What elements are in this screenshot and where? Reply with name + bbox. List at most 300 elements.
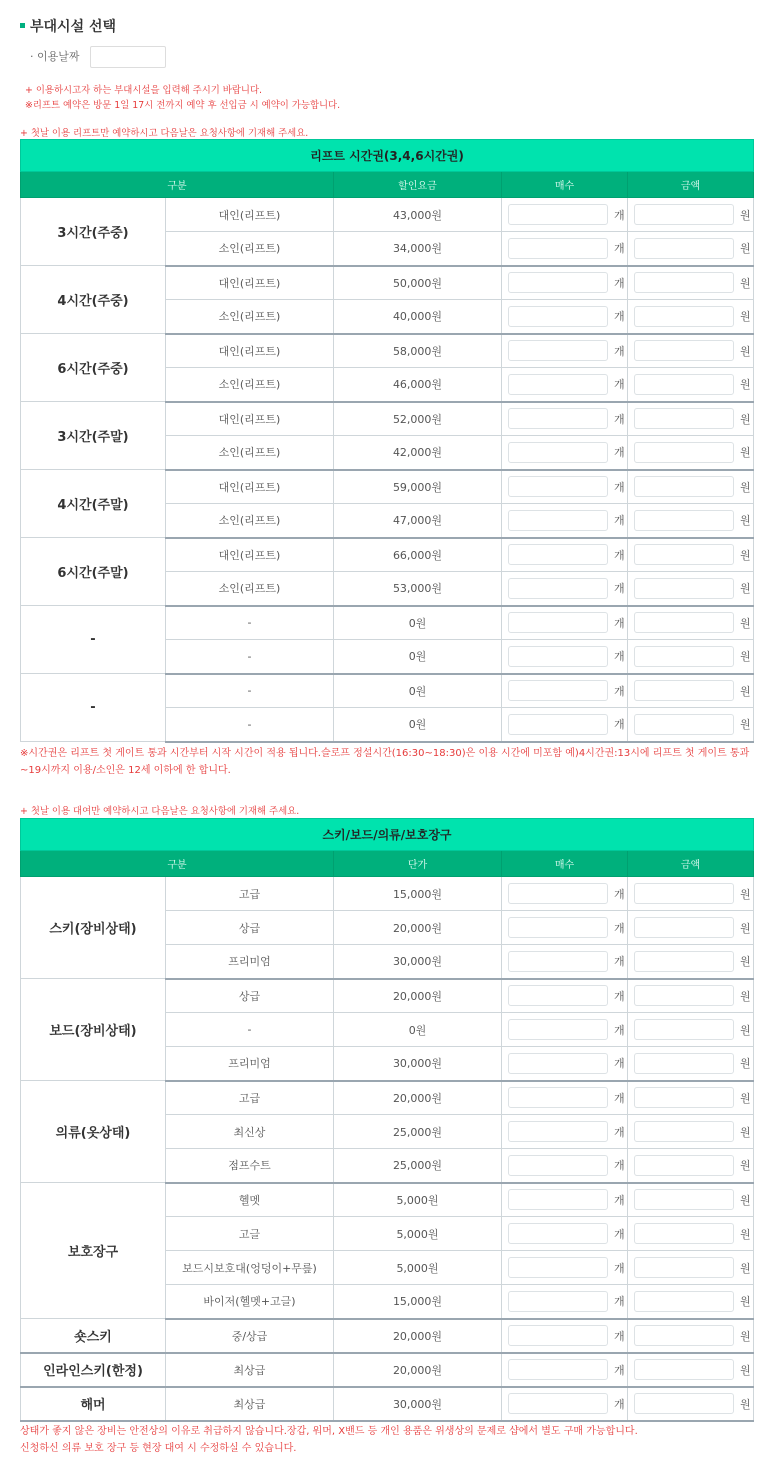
lift-item-price: 40,000원 (334, 300, 502, 334)
qty-unit: 개 (614, 276, 625, 290)
lift-amount-input[interactable] (634, 238, 734, 259)
equip-amount-input[interactable] (634, 1189, 734, 1210)
equip-qty-input[interactable] (508, 1155, 608, 1176)
lift-qty-cell (502, 470, 628, 504)
equip-qty-cell (502, 911, 628, 945)
equip-amount-input[interactable] (634, 1053, 734, 1074)
lift-table-caption: 리프트 시간권(3,4,6시간권) (21, 140, 754, 172)
amount-unit: 원 (740, 1091, 751, 1105)
lift-qty-cell (502, 504, 628, 538)
page-title: 부대시설 선택 (20, 16, 116, 36)
equip-amount-cell (628, 1183, 754, 1217)
qty-unit: 개 (614, 887, 625, 901)
amount-unit: 원 (740, 684, 751, 698)
qty-unit: 개 (614, 344, 625, 358)
lift-amount-input[interactable] (634, 612, 734, 633)
equip-amount-input[interactable] (634, 1155, 734, 1176)
equip-group-name: 인라인스키(한정) (21, 1353, 166, 1387)
lift-qty-cell (502, 640, 628, 674)
lift-amount-cell (628, 538, 754, 572)
lift-qty-input[interactable] (508, 340, 608, 361)
equip-item-type: 상급 (166, 979, 334, 1013)
lift-amount-cell (628, 368, 754, 402)
amount-unit: 원 (740, 378, 751, 392)
equip-header-amount: 금액 (628, 851, 754, 877)
amount-unit: 원 (740, 412, 751, 426)
qty-unit: 개 (614, 446, 625, 460)
lift-item-price: 43,000원 (334, 198, 502, 232)
lift-item-price: 53,000원 (334, 572, 502, 606)
qty-unit: 개 (614, 955, 625, 969)
equip-group-name: 의류(옷상태) (21, 1081, 166, 1183)
equip-qty-input[interactable] (508, 1393, 608, 1414)
amount-unit: 원 (740, 1159, 751, 1173)
equip-qty-cell (502, 1285, 628, 1319)
equip-item-type: 고급 (166, 1081, 334, 1115)
equip-amount-input[interactable] (634, 951, 734, 972)
equip-amount-input[interactable] (634, 985, 734, 1006)
equip-qty-cell (502, 1217, 628, 1251)
equip-item-type: 중/상급 (166, 1319, 334, 1353)
lift-group-name: 6시간(주중) (21, 334, 166, 402)
equip-item-type: 바이저(헬멧+고글) (166, 1285, 334, 1319)
equip-item-price: 20,000원 (334, 1081, 502, 1115)
equip-qty-input[interactable] (508, 951, 608, 972)
qty-unit: 개 (614, 650, 625, 664)
qty-unit: 개 (614, 1261, 625, 1275)
equip-item-price: 5,000원 (334, 1183, 502, 1217)
equip-amount-cell (628, 979, 754, 1013)
equip-item-price: 30,000원 (334, 945, 502, 979)
lift-amount-input[interactable] (634, 204, 734, 225)
lift-row (21, 470, 754, 504)
lift-qty-cell (502, 198, 628, 232)
equip-qty-input[interactable] (508, 1325, 608, 1346)
equip-amount-cell (628, 1013, 754, 1047)
equip-qty-input[interactable] (508, 1257, 608, 1278)
amount-unit: 원 (740, 650, 751, 664)
qty-unit: 개 (614, 582, 625, 596)
lift-qty-input[interactable] (508, 714, 608, 735)
equip-item-price: 25,000원 (334, 1149, 502, 1183)
equip-item-price: 20,000원 (334, 979, 502, 1013)
amount-unit: 원 (740, 1227, 751, 1241)
amount-unit: 원 (740, 1329, 751, 1343)
equip-qty-cell (502, 979, 628, 1013)
lift-qty-input[interactable] (508, 578, 608, 599)
equip-row (21, 1081, 754, 1115)
amount-unit: 원 (740, 242, 751, 256)
lift-row (21, 266, 754, 300)
equip-row (21, 979, 754, 1013)
lift-qty-input[interactable] (508, 306, 608, 327)
equip-group-name: 스키(장비상태) (21, 877, 166, 979)
equip-amount-input[interactable] (634, 1223, 734, 1244)
lift-item-type: 대인(리프트) (166, 334, 334, 368)
equip-qty-input[interactable] (508, 1121, 608, 1142)
lift-table-body (21, 198, 754, 742)
qty-unit: 개 (614, 616, 625, 630)
equip-qty-input[interactable] (508, 883, 608, 904)
equip-qty-cell (502, 1183, 628, 1217)
amount-unit: 원 (740, 1057, 751, 1071)
equip-item-type: - (166, 1013, 334, 1047)
lift-item-type: 소인(리프트) (166, 232, 334, 266)
lift-row (21, 674, 754, 708)
equip-item-price: 30,000원 (334, 1047, 502, 1081)
lift-item-type: 소인(리프트) (166, 300, 334, 334)
lift-amount-input[interactable] (634, 374, 734, 395)
equip-amount-cell (628, 1149, 754, 1183)
lift-qty-input[interactable] (508, 680, 608, 701)
lift-group-name: - (21, 674, 166, 742)
lift-qty-input[interactable] (508, 544, 608, 565)
lift-header-amount: 금액 (628, 172, 754, 198)
qty-unit: 개 (614, 1363, 625, 1377)
lift-header-price: 할인요금 (334, 172, 502, 198)
amount-unit: 원 (740, 1295, 751, 1309)
equip-qty-input[interactable] (508, 1053, 608, 1074)
equip-qty-input[interactable] (508, 985, 608, 1006)
lift-item-price: 42,000원 (334, 436, 502, 470)
equip-item-type: 프리미엄 (166, 945, 334, 979)
qty-unit: 개 (614, 1125, 625, 1139)
equip-qty-cell (502, 1387, 628, 1421)
lift-item-type: 소인(리프트) (166, 504, 334, 538)
qty-unit: 개 (614, 1397, 625, 1411)
lift-group-name: 3시간(주중) (21, 198, 166, 266)
equip-group-name: 숏스키 (21, 1319, 166, 1353)
date-row (30, 46, 166, 68)
lift-item-type: - (166, 674, 334, 708)
lift-group-name: 6시간(주말) (21, 538, 166, 606)
equip-amount-cell (628, 1387, 754, 1421)
equip-amount-cell (628, 1047, 754, 1081)
qty-unit: 개 (614, 1159, 625, 1173)
equip-group-name: 보호장구 (21, 1183, 166, 1319)
equip-table (20, 818, 754, 1422)
lift-item-type: - (166, 708, 334, 742)
lift-qty-cell (502, 300, 628, 334)
lift-item-price: 34,000원 (334, 232, 502, 266)
equip-item-type: 고급 (166, 877, 334, 911)
qty-unit: 개 (614, 1329, 625, 1343)
lift-amount-cell (628, 674, 754, 708)
lift-qty-cell (502, 606, 628, 640)
equip-amount-input[interactable] (634, 1087, 734, 1108)
lift-amount-cell (628, 504, 754, 538)
lift-qty-cell (502, 436, 628, 470)
note-lift-footer: ※시간권은 리프트 첫 게이트 통과 시간부터 시작 시간이 적용 됩니다.슬로프 정설시간(16:30~18:30)은 이용 시간에 미포함 예)4시간권:13시에 리프트 첫 게이트 통과~19시까지 이용/소인은 12세 이하에 한 합니다. (20, 748, 750, 776)
lift-item-type: 대인(리프트) (166, 470, 334, 504)
equip-item-type: 헬멧 (166, 1183, 334, 1217)
qty-unit: 개 (614, 1057, 625, 1071)
amount-unit: 원 (740, 718, 751, 732)
equip-group-name: 해머 (21, 1387, 166, 1421)
lift-amount-cell (628, 402, 754, 436)
amount-unit: 원 (740, 514, 751, 528)
equip-qty-input[interactable] (508, 1189, 608, 1210)
equip-row (21, 1183, 754, 1217)
lift-header-category: 구분 (21, 172, 334, 198)
equip-qty-input[interactable] (508, 1291, 608, 1312)
lift-qty-input[interactable] (508, 476, 608, 497)
lift-item-type: 대인(리프트) (166, 402, 334, 436)
equip-amount-cell (628, 911, 754, 945)
equip-item-price: 20,000원 (334, 1353, 502, 1387)
lift-item-type: 대인(리프트) (166, 198, 334, 232)
lift-amount-input[interactable] (634, 680, 734, 701)
lift-row (21, 334, 754, 368)
lift-amount-cell (628, 436, 754, 470)
equip-amount-cell (628, 1251, 754, 1285)
amount-unit: 원 (740, 1363, 751, 1377)
qty-unit: 개 (614, 412, 625, 426)
equip-item-price: 15,000원 (334, 1285, 502, 1319)
lift-amount-cell (628, 572, 754, 606)
equip-row (21, 1319, 754, 1353)
lift-amount-input[interactable] (634, 544, 734, 565)
equip-item-type: 프리미엄 (166, 1047, 334, 1081)
lift-item-price: 66,000원 (334, 538, 502, 572)
lift-amount-cell (628, 266, 754, 300)
lift-amount-input[interactable] (634, 714, 734, 735)
amount-unit: 원 (740, 310, 751, 324)
lift-amount-input[interactable] (634, 340, 734, 361)
equip-header-qty: 매수 (502, 851, 628, 877)
lift-qty-input[interactable] (508, 408, 608, 429)
lift-qty-input[interactable] (508, 646, 608, 667)
amount-unit: 원 (740, 1125, 751, 1139)
equip-amount-cell (628, 877, 754, 911)
lift-amount-cell (628, 640, 754, 674)
equip-item-price: 20,000원 (334, 1319, 502, 1353)
amount-unit: 원 (740, 548, 751, 562)
equip-qty-cell (502, 1251, 628, 1285)
lift-qty-cell (502, 708, 628, 742)
amount-unit: 원 (740, 955, 751, 969)
qty-unit: 개 (614, 480, 625, 494)
lift-amount-cell (628, 232, 754, 266)
qty-unit: 개 (614, 989, 625, 1003)
lift-qty-cell (502, 368, 628, 402)
equip-table-caption: 스키/보드/의류/보호장구 (21, 819, 754, 851)
lift-header-qty: 매수 (502, 172, 628, 198)
equip-amount-input[interactable] (634, 1257, 734, 1278)
lift-amount-cell (628, 708, 754, 742)
equip-qty-input[interactable] (508, 1019, 608, 1040)
lift-item-type: 소인(리프트) (166, 368, 334, 402)
amount-unit: 원 (740, 616, 751, 630)
amount-unit: 원 (740, 1261, 751, 1275)
equip-amount-cell (628, 1081, 754, 1115)
lift-amount-input[interactable] (634, 476, 734, 497)
lift-amount-input[interactable] (634, 646, 734, 667)
amount-unit: 원 (740, 208, 751, 222)
equip-item-type: 고글 (166, 1217, 334, 1251)
equip-item-type: 보드시보호대(엉덩이+무릎) (166, 1251, 334, 1285)
equip-header-price: 단가 (334, 851, 502, 877)
amount-unit: 원 (740, 276, 751, 290)
equip-amount-input[interactable] (634, 1359, 734, 1380)
lift-qty-cell (502, 232, 628, 266)
lift-row (21, 538, 754, 572)
lift-qty-cell (502, 674, 628, 708)
lift-qty-input[interactable] (508, 442, 608, 463)
equip-item-price: 5,000원 (334, 1217, 502, 1251)
equip-table-body (21, 877, 754, 1421)
qty-unit: 개 (614, 921, 625, 935)
amount-unit: 원 (740, 1023, 751, 1037)
lift-qty-input[interactable] (508, 612, 608, 633)
equip-amount-cell (628, 1115, 754, 1149)
equip-amount-input[interactable] (634, 883, 734, 904)
lift-row (21, 402, 754, 436)
lift-item-type: 소인(리프트) (166, 572, 334, 606)
lift-amount-cell (628, 334, 754, 368)
equip-row (21, 1387, 754, 1421)
note-lift-reservation: ※리프트 예약은 방문 1일 17시 전까지 예약 후 선입금 시 예약이 가능합니다. (25, 100, 341, 111)
equip-amount-input[interactable] (634, 1121, 734, 1142)
lift-qty-input[interactable] (508, 204, 608, 225)
equip-item-price: 15,000원 (334, 877, 502, 911)
qty-unit: 개 (614, 514, 625, 528)
equip-qty-cell (502, 1115, 628, 1149)
equip-qty-cell (502, 1319, 628, 1353)
equip-item-type: 최상급 (166, 1353, 334, 1387)
lift-qty-cell (502, 266, 628, 300)
amount-unit: 원 (740, 1397, 751, 1411)
equip-amount-cell (628, 945, 754, 979)
lift-item-type: 대인(리프트) (166, 266, 334, 300)
lift-group-name: 3시간(주말) (21, 402, 166, 470)
qty-unit: 개 (614, 1193, 625, 1207)
lift-amount-input[interactable] (634, 510, 734, 531)
qty-unit: 개 (614, 1227, 625, 1241)
lift-item-price: 0원 (334, 640, 502, 674)
equip-row (21, 877, 754, 911)
equip-amount-input[interactable] (634, 1019, 734, 1040)
equip-item-price: 20,000원 (334, 911, 502, 945)
lift-amount-cell (628, 300, 754, 334)
equip-amount-input[interactable] (634, 1291, 734, 1312)
lift-amount-input[interactable] (634, 578, 734, 599)
equip-qty-cell (502, 1013, 628, 1047)
note-input-guide: + 이용하시고자 하는 부대시설을 입력해 주시기 바랍니다. (25, 85, 263, 96)
lift-item-price: 50,000원 (334, 266, 502, 300)
lift-item-type: - (166, 606, 334, 640)
equip-amount-cell (628, 1285, 754, 1319)
equip-item-price: 0원 (334, 1013, 502, 1047)
equip-item-type: 상급 (166, 911, 334, 945)
equip-qty-cell (502, 877, 628, 911)
lift-qty-cell (502, 572, 628, 606)
lift-item-type: 대인(리프트) (166, 538, 334, 572)
equip-group-name: 보드(장비상태) (21, 979, 166, 1081)
lift-group-name: 4시간(주말) (21, 470, 166, 538)
qty-unit: 개 (614, 242, 625, 256)
bullet-square-icon (20, 23, 25, 28)
lift-item-price: 58,000원 (334, 334, 502, 368)
equip-qty-input[interactable] (508, 917, 608, 938)
equip-amount-input[interactable] (634, 1325, 734, 1346)
lift-item-price: 52,000원 (334, 402, 502, 436)
lift-item-type: 소인(리프트) (166, 436, 334, 470)
amount-unit: 원 (740, 989, 751, 1003)
lift-table (20, 139, 754, 743)
qty-unit: 개 (614, 1023, 625, 1037)
lift-qty-input[interactable] (508, 374, 608, 395)
lift-qty-input[interactable] (508, 510, 608, 531)
equip-amount-cell (628, 1217, 754, 1251)
amount-unit: 원 (740, 887, 751, 901)
lift-qty-input[interactable] (508, 238, 608, 259)
equip-amount-cell (628, 1319, 754, 1353)
lift-amount-cell (628, 606, 754, 640)
date-label: · 이용날짜 (30, 50, 80, 63)
lift-amount-cell (628, 198, 754, 232)
qty-unit: 개 (614, 718, 625, 732)
note-equip-footer-2: 신청하신 의류 보호 장구 등 현장 대여 시 수정하실 수 있습니다. (20, 1443, 297, 1454)
lift-item-price: 0원 (334, 606, 502, 640)
equip-item-price: 5,000원 (334, 1251, 502, 1285)
lift-qty-input[interactable] (508, 272, 608, 293)
equip-qty-cell (502, 945, 628, 979)
amount-unit: 원 (740, 344, 751, 358)
lift-qty-cell (502, 538, 628, 572)
lift-row (21, 606, 754, 640)
qty-unit: 개 (614, 1295, 625, 1309)
equip-item-price: 25,000원 (334, 1115, 502, 1149)
lift-amount-cell (628, 470, 754, 504)
qty-unit: 개 (614, 684, 625, 698)
amount-unit: 원 (740, 446, 751, 460)
date-input[interactable] (90, 46, 166, 68)
lift-amount-input[interactable] (634, 306, 734, 327)
qty-unit: 개 (614, 310, 625, 324)
equip-amount-input[interactable] (634, 1393, 734, 1414)
lift-row (21, 198, 754, 232)
lift-amount-input[interactable] (634, 408, 734, 429)
amount-unit: 원 (740, 480, 751, 494)
equip-qty-input[interactable] (508, 1359, 608, 1380)
equip-row (21, 1353, 754, 1387)
lift-qty-cell (502, 402, 628, 436)
lift-item-price: 0원 (334, 708, 502, 742)
amount-unit: 원 (740, 921, 751, 935)
lift-qty-cell (502, 334, 628, 368)
note-equip-footer-1: 상태가 좋지 않은 장비는 안전상의 이유로 취급하지 않습니다.장갑, 워머, X밴드 등 개인 용품은 위생상의 문제로 샵에서 별도 구매 가능합니다. (20, 1426, 638, 1437)
amount-unit: 원 (740, 1193, 751, 1207)
lift-amount-input[interactable] (634, 272, 734, 293)
amount-unit: 원 (740, 582, 751, 596)
equip-qty-cell (502, 1353, 628, 1387)
lift-item-price: 47,000원 (334, 504, 502, 538)
lift-amount-input[interactable] (634, 442, 734, 463)
equip-amount-input[interactable] (634, 917, 734, 938)
equip-qty-cell (502, 1047, 628, 1081)
note-lift-first-day: + 첫날 이용 리프트만 예약하시고 다음날은 요청사항에 기재해 주세요. (20, 128, 309, 139)
lift-group-name: - (21, 606, 166, 674)
equip-amount-cell (628, 1353, 754, 1387)
qty-unit: 개 (614, 1091, 625, 1105)
lift-group-name: 4시간(주중) (21, 266, 166, 334)
equip-qty-input[interactable] (508, 1087, 608, 1108)
equip-item-type: 최상급 (166, 1387, 334, 1421)
qty-unit: 개 (614, 378, 625, 392)
equip-qty-input[interactable] (508, 1223, 608, 1244)
equip-item-type: 최신상 (166, 1115, 334, 1149)
